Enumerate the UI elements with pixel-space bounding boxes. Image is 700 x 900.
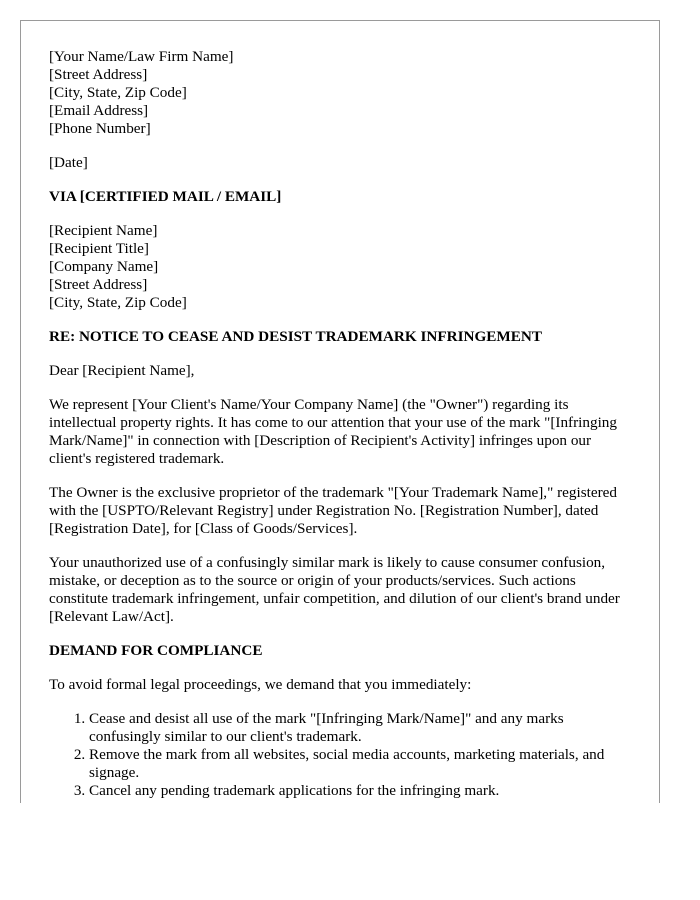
letter-page: [20, 20, 660, 803]
date-line: [49, 154, 631, 172]
body-paragraph: Your unauthorized use of a confusingly similar mark is likely to cause consumer confusion, mistake, or deception as to the source or origin of your products/services. Such actions constitute trademark infringement, unfair competition, and dilution of our client's brand under [Relevant Law/Act].: [49, 554, 620, 625]
recipient-city: [City, State, Zip Code]: [49, 294, 187, 311]
recipient-company: [Company Name]: [49, 258, 159, 275]
demand-intro: To avoid formal legal proceedings, we demand that you immediately:: [49, 676, 472, 693]
sender-street: [Street Address]: [49, 66, 148, 83]
demand-list: [49, 710, 631, 800]
salutation: Dear [Recipient Name],: [49, 362, 195, 379]
body-paragraph: The Owner is the exclusive proprietor of the trademark "[Your Trademark Name]," registered with the [USPTO/Relevant Registry] under Registration No. [Registration Number], dated [Registration Date], for [Class of Goods/Services].: [49, 484, 617, 537]
sender-phone: [Phone Number]: [49, 120, 151, 137]
recipient-street: [Street Address]: [49, 276, 148, 293]
sender-email: [Email Address]: [49, 102, 149, 119]
sender-address: [49, 48, 631, 138]
subject-line: RE: NOTICE TO CEASE AND DESIST TRADEMARK INFRINGEMENT: [49, 328, 542, 345]
demand-item: 3. Cancel any pending trademark applications for the infringing mark.: [89, 782, 631, 800]
recipient-name: [Recipient Name]: [49, 222, 158, 239]
demand-item: 2. Remove the mark from all websites, social media accounts, marketing materials, and signage.: [89, 746, 631, 782]
demand-item: 1. Cease and desist all use of the mark "[Infringing Mark/Name]" and any marks confusingly similar to our client's trademark.: [89, 710, 631, 746]
letter-date: [Date]: [49, 154, 88, 171]
demand-heading: DEMAND FOR COMPLIANCE: [49, 642, 263, 659]
delivery-method: VIA [CERTIFIED MAIL / EMAIL]: [49, 188, 282, 205]
recipient-address: [49, 222, 631, 312]
sender-name: [Your Name/Law Firm Name]: [49, 48, 234, 65]
recipient-title: [Recipient Title]: [49, 240, 149, 257]
sender-city: [City, State, Zip Code]: [49, 84, 187, 101]
body-paragraph: We represent [Your Client's Name/Your Company Name] (the "Owner") regarding its intellectual property rights. It has come to our attention that your use of the mark "[Infringing Mark/Name]" in connection with [Description of Recipient's Activity] infringes upon our client's registered trademark.: [49, 396, 617, 467]
